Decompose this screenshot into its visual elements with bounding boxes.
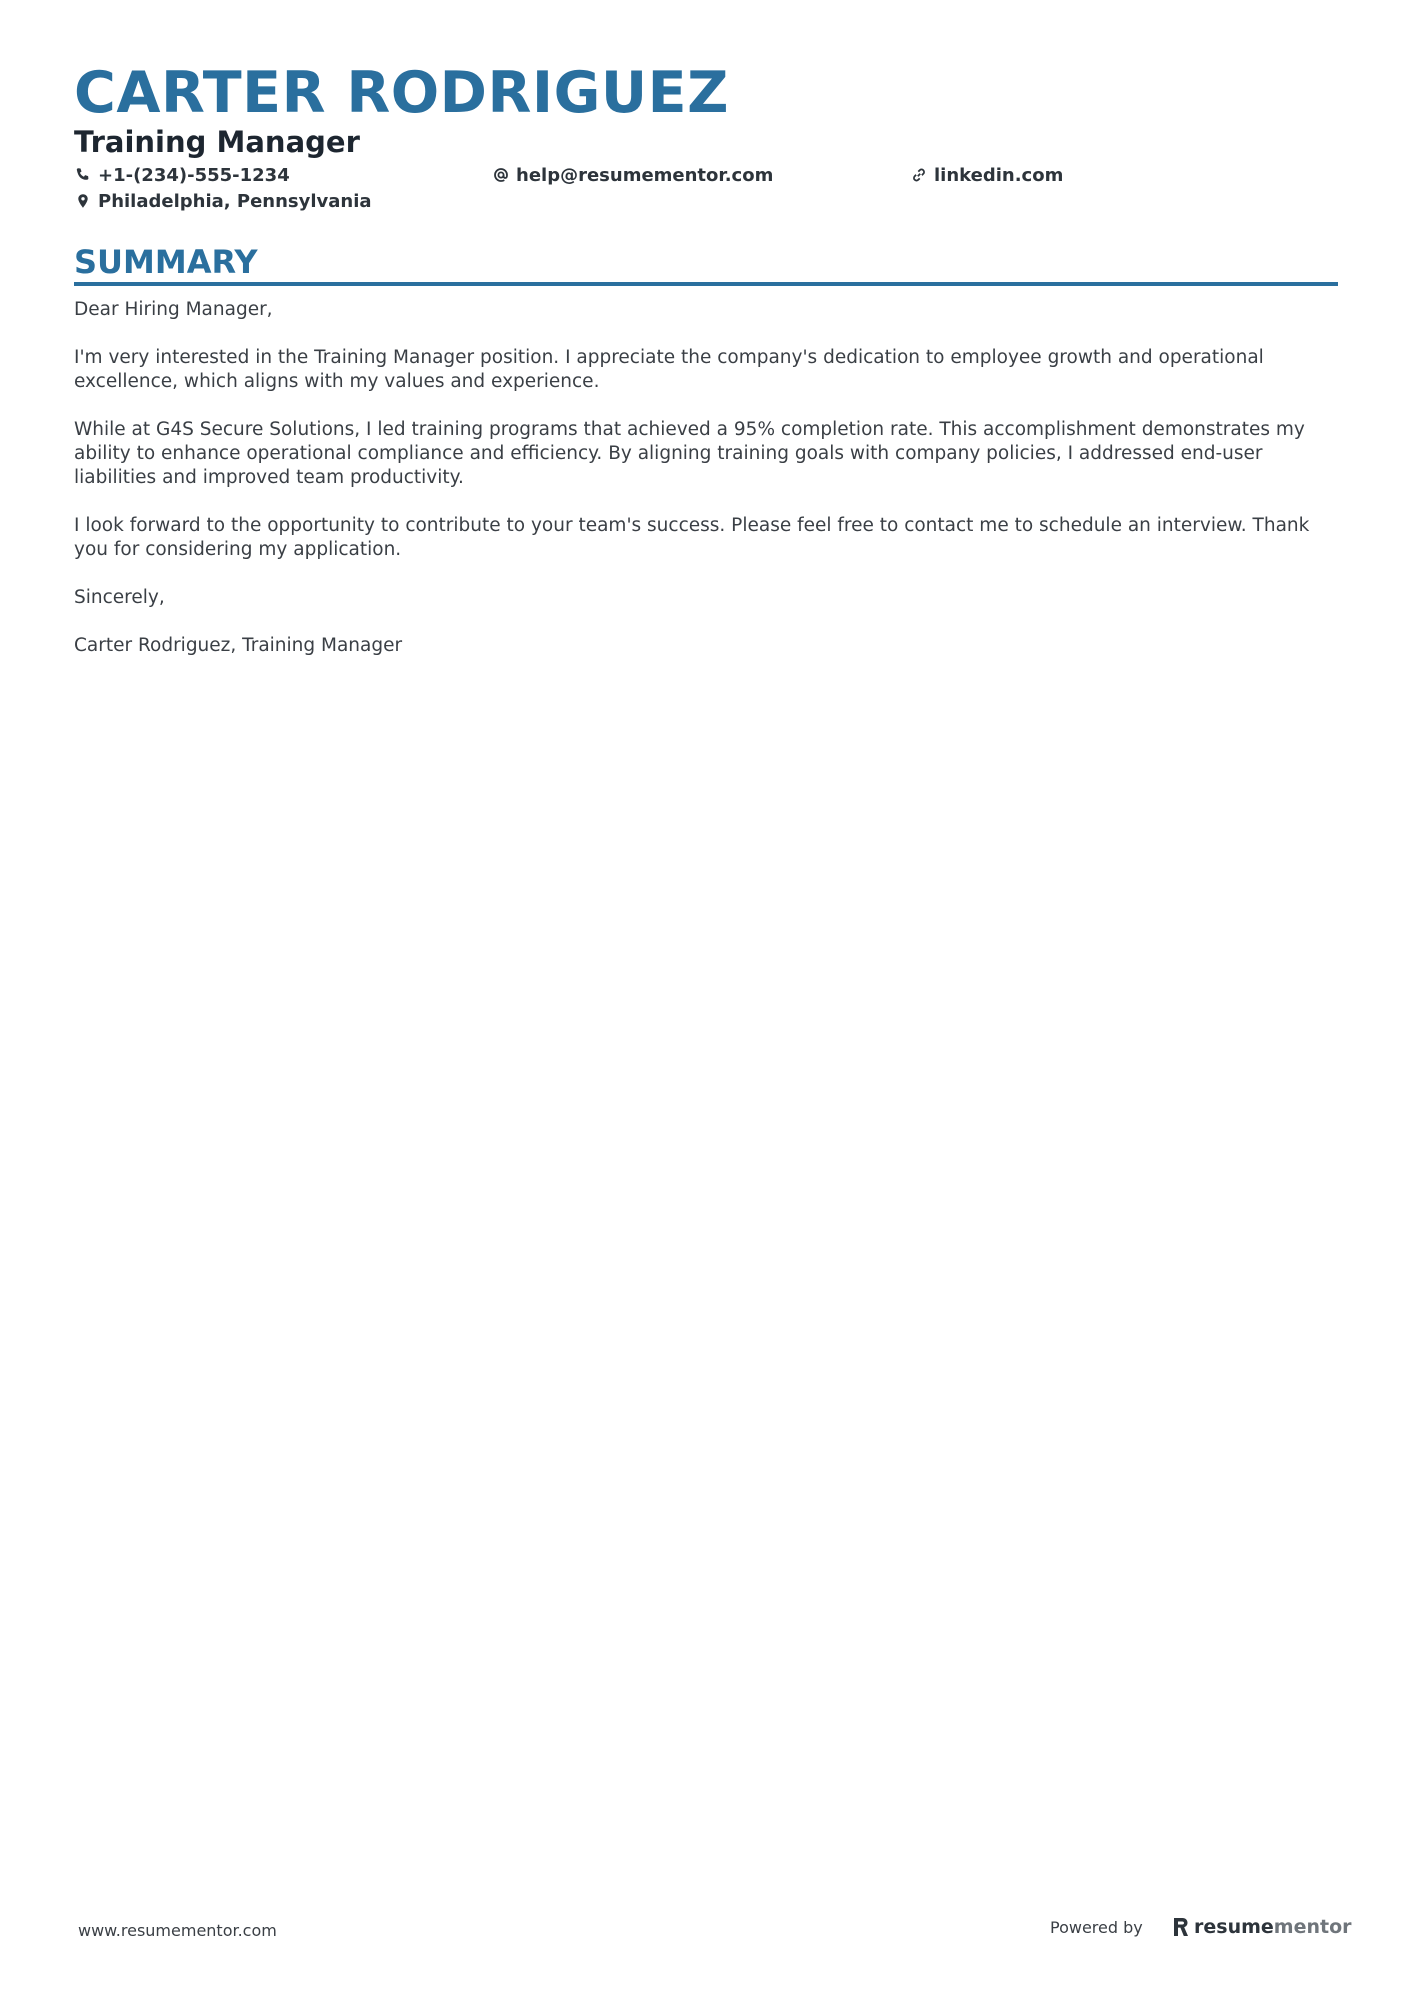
resumementor-logo-icon	[1172, 1916, 1190, 1938]
letter-paragraph: I'm very interested in the Training Manager position. I appreciate the company's dedication to employee growth and operational excellence, which aligns with my values and experience.	[74, 347, 1264, 392]
candidate-title: Training Manager	[74, 125, 360, 159]
contact-linkedin[interactable]	[910, 163, 1063, 187]
section-divider	[74, 282, 1338, 286]
letter-greeting: Dear Hiring Manager,	[74, 299, 273, 320]
letter-signature: Carter Rodriguez, Training Manager	[74, 635, 403, 656]
footer-url[interactable]: www.resumementor.com	[78, 1921, 277, 1940]
link-icon	[910, 166, 928, 184]
letter-paragraph: While at G4S Secure Solutions, I led training programs that achieved a 95% completion rate. This accomplishment demonstrates my ability to enhance operational compliance and efficiency. By aligning training goals with company policies, I addressed end-user liabilities and improved team productivity.	[74, 419, 1305, 488]
location-text: Philadelphia, Pennsylvania	[98, 190, 372, 212]
brand-logo	[1172, 1914, 1352, 1940]
brand-text-resume: resume	[1194, 1916, 1274, 1938]
candidate-name: CARTER RODRIGUEZ	[74, 60, 729, 126]
at-icon	[492, 166, 510, 184]
powered-by-label: Powered by	[1050, 1918, 1143, 1937]
section-title-summary: SUMMARY	[74, 243, 258, 281]
linkedin-text: linkedin.com	[934, 164, 1064, 186]
location-pin-icon	[74, 192, 92, 210]
phone-text: +1-(234)-555-1234	[98, 164, 290, 186]
letter-closing: Sincerely,	[74, 587, 165, 608]
contact-location	[74, 189, 372, 213]
contact-email[interactable]	[492, 163, 773, 187]
contact-phone	[74, 163, 290, 187]
brand-text-mentor: mentor	[1273, 1916, 1352, 1938]
phone-icon	[74, 166, 92, 184]
email-text: help@resumementor.com	[516, 164, 774, 186]
letter-paragraph: I look forward to the opportunity to contribute to your team's success. Please feel free to contact me to schedule an interview. Thank you for considering my application.	[74, 515, 1310, 560]
letter-body	[74, 298, 1344, 682]
